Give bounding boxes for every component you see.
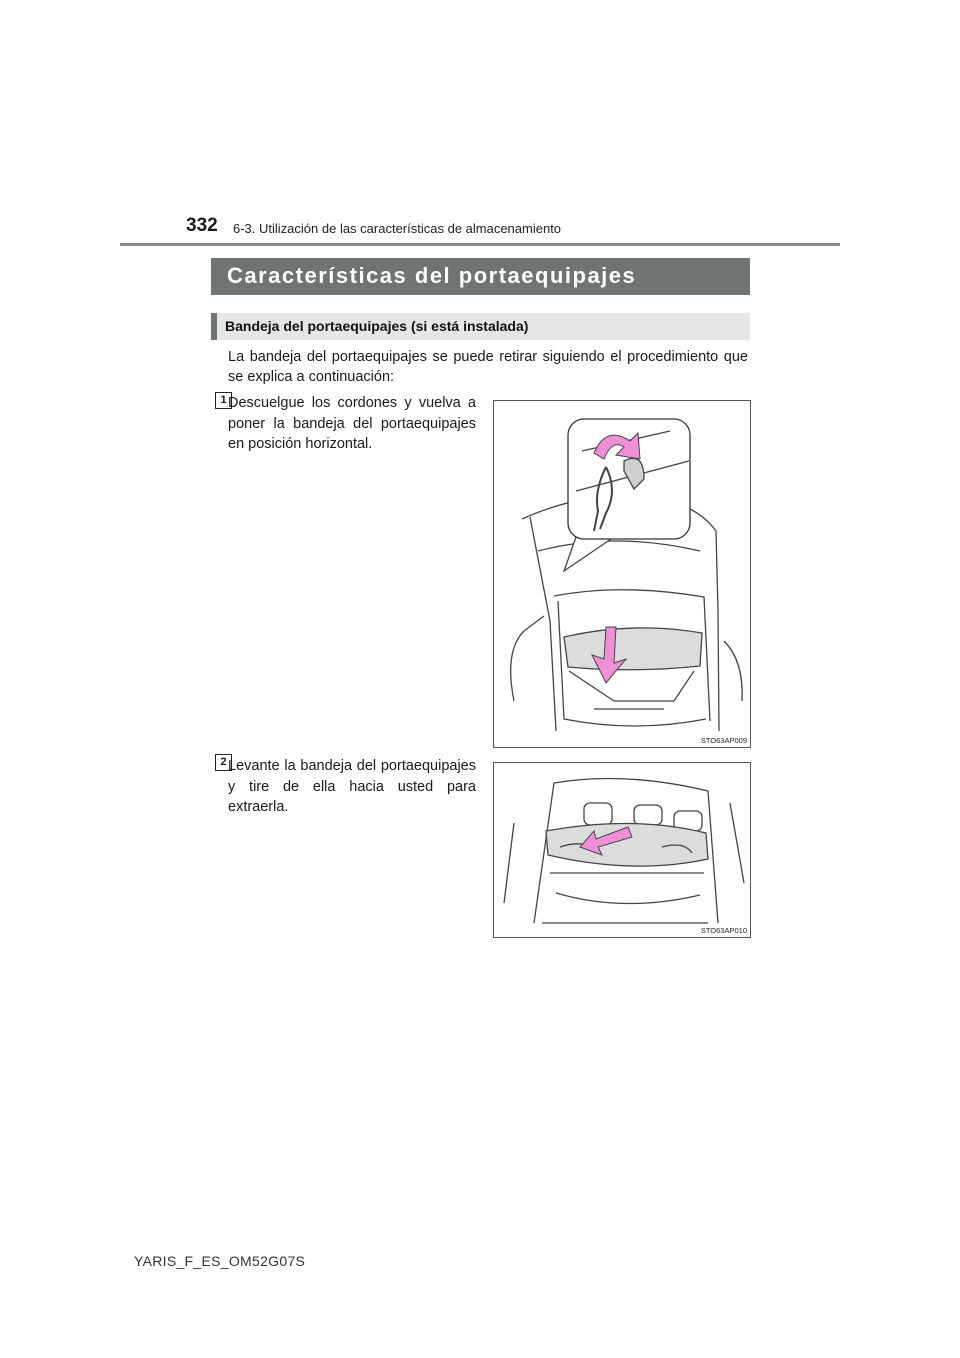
document-code: YARIS_F_ES_OM52G07S xyxy=(134,1253,306,1269)
page-number: 332 xyxy=(186,215,218,236)
step-text-2: Levante la bandeja del portaequipajes y tire de ella hacia usted para extraerla. xyxy=(228,758,476,815)
section-title: Características del portaequipajes xyxy=(211,258,750,295)
section-path: 6-3. Utilización de las características de almacenamiento xyxy=(233,221,562,236)
figure-code-2: STO63AP010 xyxy=(700,926,747,935)
figure-1-illustration xyxy=(494,401,750,747)
intro-paragraph: La bandeja del portaequipajes se puede retirar siguiendo el procedimiento que se explica a continuación: xyxy=(228,349,748,385)
figure-1 xyxy=(493,400,751,748)
figure-2-illustration xyxy=(494,763,750,937)
figure-code-1: STO63AP009 xyxy=(700,736,747,745)
header-rule xyxy=(120,243,840,246)
step-number-1: 1 xyxy=(215,392,232,409)
subsection-title-text: Bandeja del portaequipajes (si está instalada) xyxy=(225,318,529,334)
figure-2 xyxy=(493,762,751,938)
subsection-title xyxy=(211,313,750,340)
step-number-2: 2 xyxy=(215,754,232,771)
step-text-1: Descuelgue los cordones y vuelva a poner la bandeja del portaequipajes en posición horizontal. xyxy=(228,395,476,452)
